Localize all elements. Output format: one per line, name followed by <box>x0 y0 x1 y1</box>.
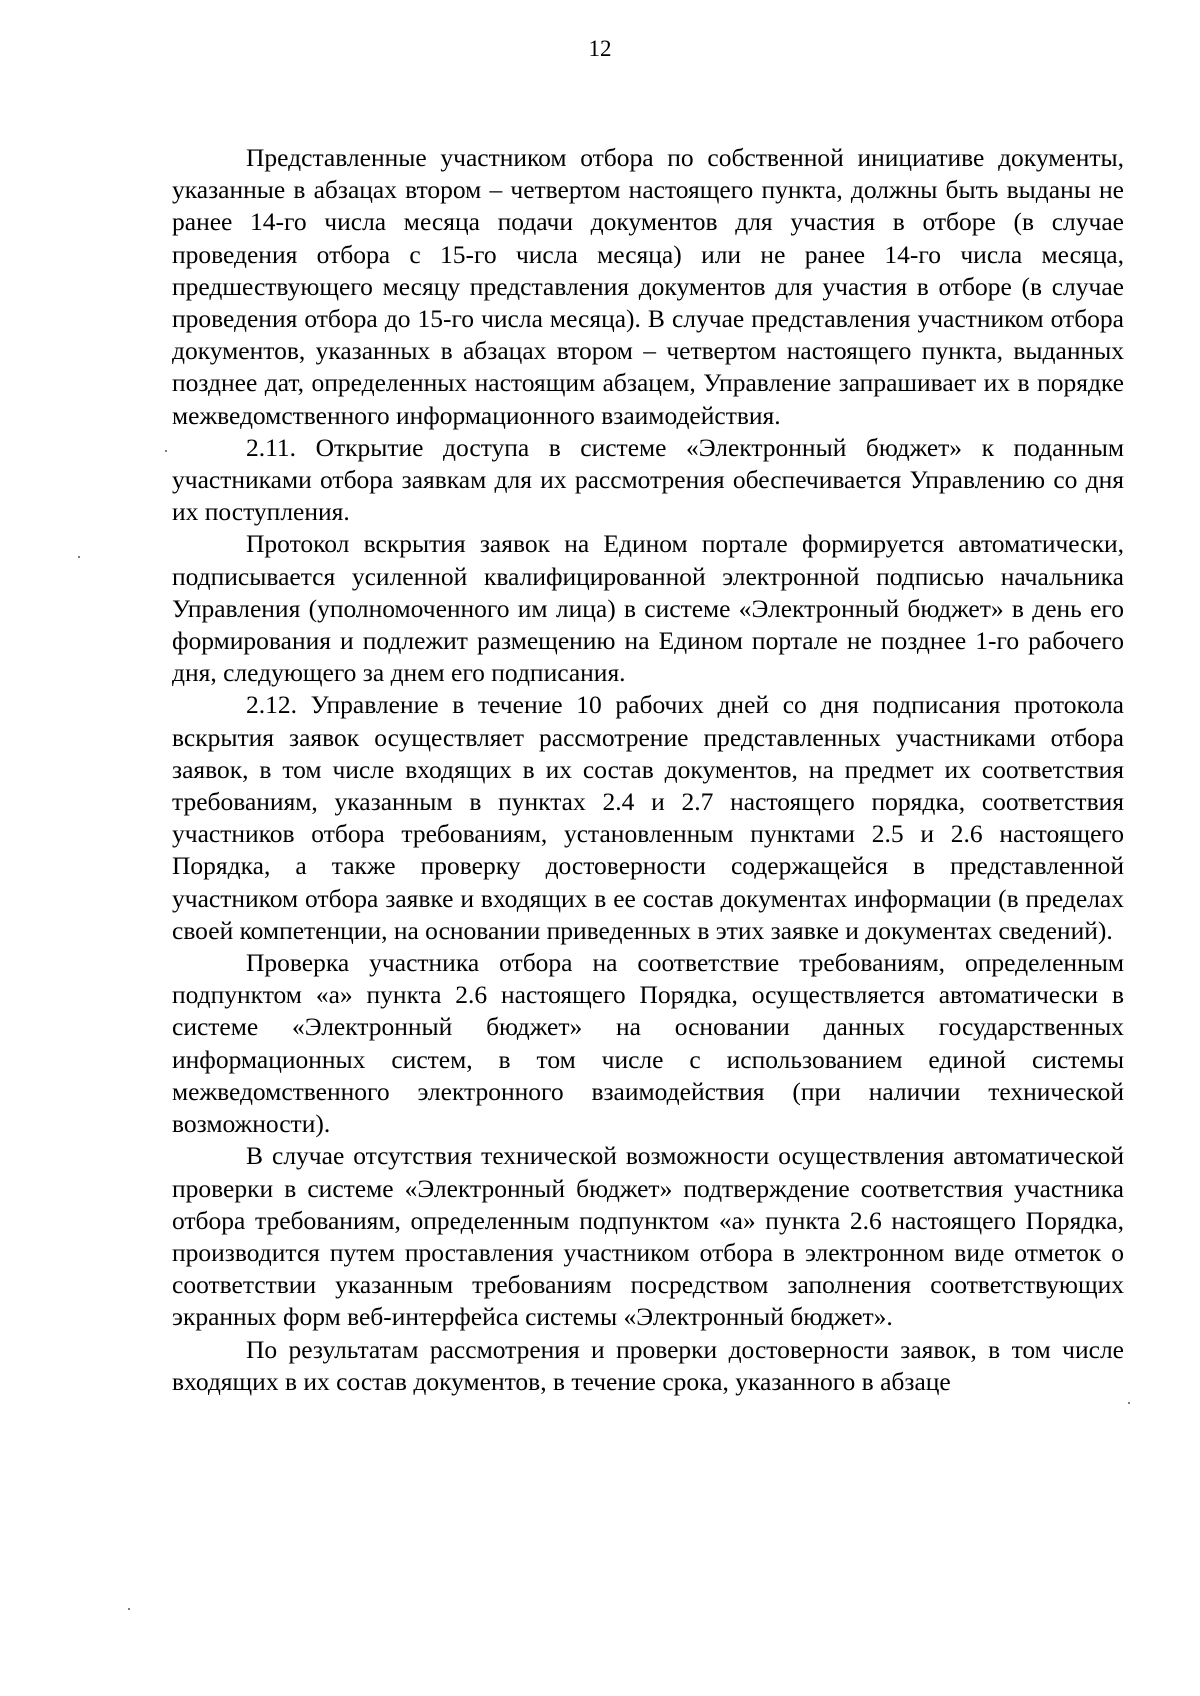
paragraph-automatic-check: Проверка участника отбора на соответствие требованиям, определенным подпунктом «а» пункта 2.6 настоящего Порядка, осуществляется автоматически в системе «Электронный бюджет» на основании данных государственных информационных систем, в том числе с использованием единой системы межведомственного электронного взаимодействия (при наличии технической возможности). <box>172 948 1124 1139</box>
paragraph-review-results: По результатам рассмотрения и проверки достоверности заявок, в том числе входящих в их состав документов, в течение срока, указанного в абзаце <box>172 1334 1124 1396</box>
scan-speck <box>1128 1402 1130 1404</box>
scan-speck <box>78 556 80 558</box>
paragraph-manual-confirmation: В случае отсутствия технической возможности осуществления автоматической проверки в системе «Электронный бюджет» подтверждение соответствия участника отбора требованиям, определенным подпунктом «а» пункта 2.6 настоящего Порядка, производится путем проставления участником отбора в электронном виде отметок о соответствии указанным требованиям посредством заполнения соответствующих экранных форм веб-интерфейса системы «Электронный бюджет». <box>172 1141 1124 1332</box>
paragraph-opening-protocol: Протокол вскрытия заявок на Едином портале формируется автоматически, подписывается усиленной квалифицированной электронной подписью начальника Управления (уполномоченного им лица) в системе «Электронный бюджет» в день его формирования и подлежит размещению на Едином портале не позднее 1-го рабочего дня, следующего за днем его подписания. <box>172 529 1124 688</box>
paragraph-2-11-access: 2.11. Открытие доступа в системе «Электронный бюджет» к поданным участниками отбора заявкам для их рассмотрения обеспечивается Управлению со дня их поступления. <box>172 432 1124 527</box>
scan-speck <box>128 1608 130 1610</box>
scan-speck <box>165 450 167 452</box>
paragraph-documents-deadline: Представленные участником отбора по собственной инициативе документы, указанные в абзацах втором – четвертом настоящего пункта, должны быть выданы не ранее 14-го числа месяца подачи документов для участия в отборе (в случае проведения отбора с 15-го числа месяца) или не ранее 14-го числа месяца, предшествующего месяцу представления документов для участия в отборе (в случае проведения отбора до 15-го числа месяца). В случае представления участником отбора документов, указанных в абзацах втором – четвертом настоящего пункта, выданных позднее дат, определенных настоящим абзацем, Управление запрашивает их в порядке межведомственного информационного взаимодействия. <box>172 143 1124 430</box>
paragraph-2-12-review: 2.12. Управление в течение 10 рабочих дней со дня подписания протокола вскрытия заявок осуществляет рассмотрение представленных участниками отбора заявок, в том числе входящих в их состав документов, на предмет их соответствия требованиям, указанным в пунктах 2.4 и 2.7 настоящего порядка, соответствия участников отбора требованиям, установленным пунктами 2.5 и 2.6 настоящего Порядка, а также проверку достоверности содержащейся в представленной участником отбора заявке и входящих в ее состав документах информации (в пределах своей компетенции, на основании приведенных в этих заявке и документах сведений). <box>172 690 1124 945</box>
page-number: 12 <box>588 36 612 61</box>
document-body <box>172 142 1124 1398</box>
